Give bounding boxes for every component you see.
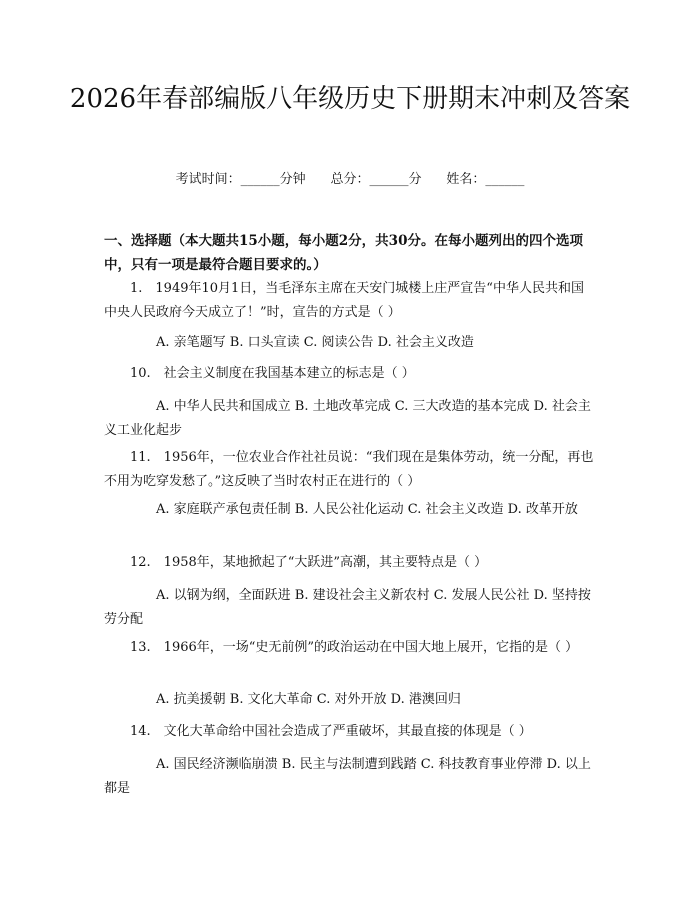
section-heading: 一、选择题（本大题共15小题，每小题2分，共30分。在每小题列出的四个选项中，只有一项是最符合题目要求的。）: [104, 233, 583, 273]
question-stem: 10. 社会主义制度在我国基本建立的标志是（ ）: [130, 366, 415, 381]
question-options: A. 家庭联产承包责任制 B. 人民公社化运动 C. 社会主义改造 D. 改革开放: [156, 502, 578, 517]
score-blank: ______: [369, 172, 409, 187]
time-unit: 分钟: [279, 172, 306, 187]
name-label: 姓名：: [446, 172, 486, 187]
score-unit: 分: [408, 172, 422, 187]
question-options: A. 国民经济濒临崩溃 B. 民主与法制遭到践踏 C. 科技教育事业停滞 D. 以上都是: [104, 757, 591, 796]
question-stem: 11. 1956年，一位农业合作社社员说：“我们现在是集体劳动，统一分配，再也不用为吃穿发愁了。”这反映了当时农村正在进行的（ ）: [104, 450, 594, 489]
question-stem: 13. 1966年，一场“史无前例”的政治运动在中国大地上展开，它指的是（ ）: [130, 640, 579, 655]
exam-info-line: [0, 168, 700, 187]
time-label: 考试时间：: [175, 172, 241, 187]
score-label: 总分：: [330, 172, 370, 187]
question-options: A. 中华人民共和国成立 B. 土地改革完成 C. 三大改造的基本完成 D. 社会主义工业化起步: [104, 399, 591, 438]
document-title: 2026年春部编版八年级历史下册期末冲刺及答案: [69, 84, 631, 114]
question-options: A. 以钢为纲，全面跃进 B. 建设社会主义新农村 C. 发展人民公社 D. 坚持按劳分配: [104, 588, 591, 627]
question-options: A. 亲笔题写 B. 口头宣读 C. 阅读公告 D. 社会主义改造: [156, 335, 474, 350]
question-stem: 1. 1949年10月1日，当毛泽东主席在天安门城楼上庄严宣告“中华人民共和国中央人民政府今天成立了！”时，宣告的方式是（ ）: [104, 281, 584, 320]
question-stem: 12. 1958年，某地掀起了“大跃进”高潮，其主要特点是（ ）: [130, 555, 488, 570]
time-blank: ______: [240, 172, 280, 187]
question-stem: 14. 文化大革命给中国社会造成了严重破坏，其最直接的体现是（ ）: [130, 724, 532, 739]
name-blank: ______: [485, 172, 525, 187]
question-options: A. 抗美援朝 B. 文化大革命 C. 对外开放 D. 港澳回归: [156, 692, 461, 707]
